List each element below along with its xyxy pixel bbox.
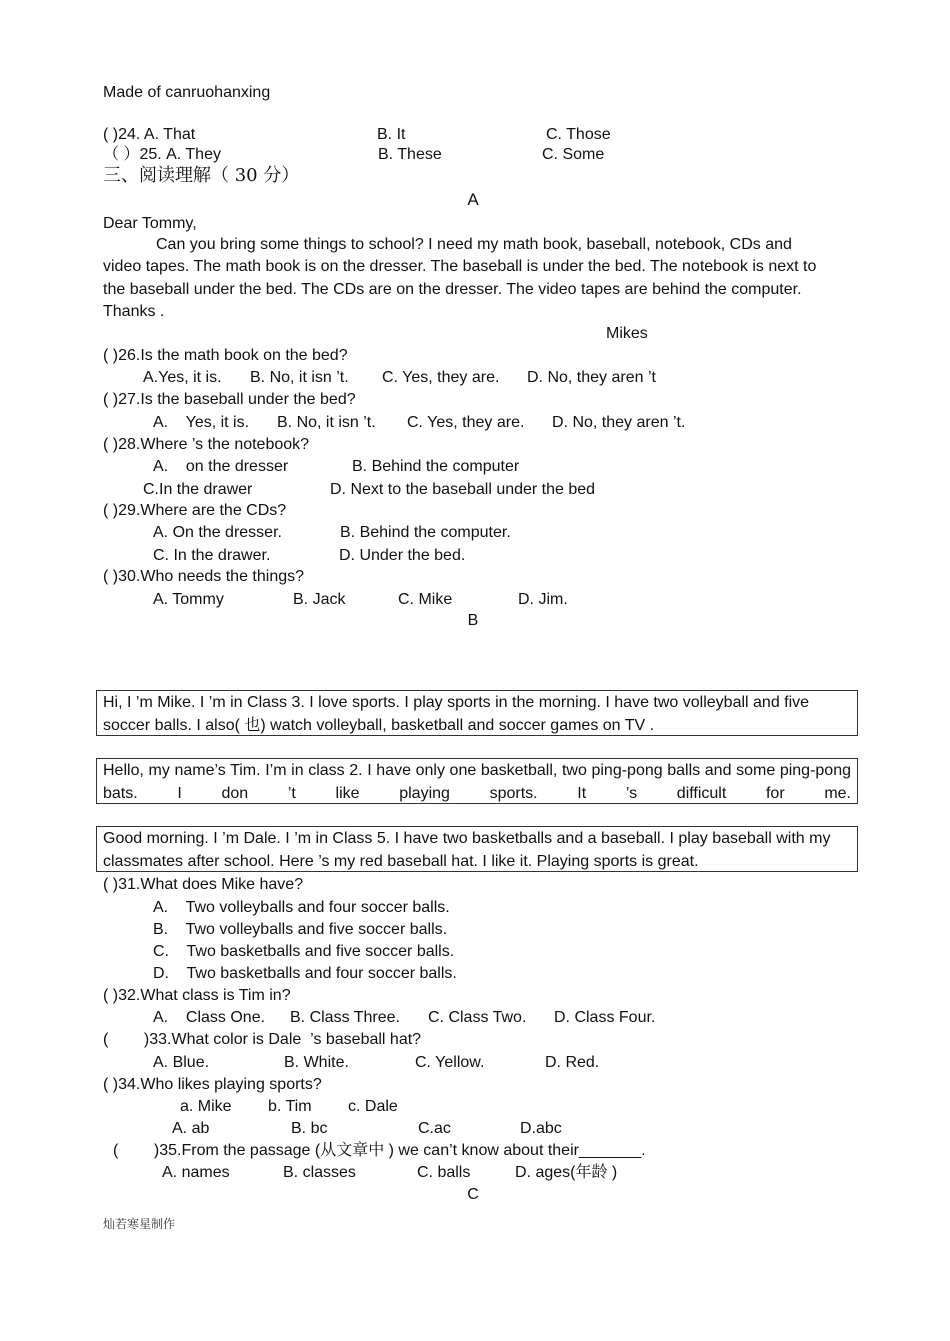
- q34-option-b: B. bc: [291, 1120, 328, 1137]
- part-c-label: C: [467, 1186, 479, 1203]
- q29-option-d: D. Under the bed.: [339, 547, 466, 564]
- q30-option-d: D. Jim.: [518, 591, 568, 608]
- q25-option-c: C. Some: [542, 146, 605, 163]
- q31-option-c: C. Two basketballs and five soccer balls.: [153, 943, 455, 960]
- q29-option-c: C. In the drawer.: [153, 547, 271, 564]
- q34-option-c: C.ac: [418, 1120, 451, 1137]
- q33-stem: ( )33.What color is Dale ’s baseball hat?: [103, 1031, 422, 1048]
- header-text: Made of canruohanxing: [103, 84, 271, 101]
- q29-option-b: B. Behind the computer.: [340, 524, 511, 541]
- q30-option-c: C. Mike: [398, 591, 453, 608]
- q32-stem: ( )32.What class is Tim in?: [103, 987, 291, 1004]
- q31-option-b: B. Two volleyballs and five soccer balls.: [153, 921, 448, 938]
- q28-option-a: A. on the dresser: [153, 458, 289, 475]
- q28-option-c: C.In the drawer: [143, 481, 253, 498]
- q29-stem: ( )29.Where are the CDs?: [103, 502, 287, 519]
- q25-stem: （ ）25. A. They: [103, 146, 221, 163]
- q27-option-c: C. Yes, they are.: [407, 414, 525, 431]
- q29-option-a: A. On the dresser.: [153, 524, 282, 541]
- q27-stem: ( )27.Is the baseball under the bed?: [103, 391, 356, 408]
- letter-body: Can you bring some things to school? I need my math book, baseball, notebook, CDs and video tapes. The math book is on the dresser. The baseball is under the bed. The notebook is next to the baseball under the bed. The CDs are on the dresser. The video tapes are behind the computer. Thanks .: [103, 236, 817, 320]
- q35-option-d: D. ages(年龄 ): [515, 1164, 618, 1181]
- q34-option-d: D.abc: [520, 1120, 562, 1137]
- q33-option-c: C. Yellow.: [415, 1054, 485, 1071]
- letter-signature: Mikes: [606, 325, 648, 342]
- q26-stem: ( )26.Is the math book on the bed?: [103, 347, 348, 364]
- q34-option-a: A. ab: [172, 1120, 210, 1137]
- q26-option-d: D. No, they aren ’t: [527, 369, 656, 386]
- q32-option-a: A. Class One.: [153, 1009, 266, 1026]
- q34-sub-c: c. Dale: [348, 1098, 398, 1115]
- q30-option-a: A. Tommy: [153, 591, 224, 608]
- q24-option-c: C. Those: [546, 126, 611, 143]
- q28-option-b: B. Behind the computer: [352, 458, 520, 475]
- q31-stem: ( )31.What does Mike have?: [103, 876, 304, 893]
- q26-option-a: A.Yes, it is.: [143, 369, 222, 386]
- q27-option-b: B. No, it isn ’t.: [277, 414, 376, 431]
- passage-box-tim: Hello, my name’s Tim. I’m in class 2. I have only one basketball, two ping-pong balls and some ping-pong bats. I don ’t like playing sports. It ’s difficult for me.: [96, 758, 858, 804]
- q26-option-b: B. No, it isn ’t.: [250, 369, 349, 386]
- q27-option-d: D. No, they aren ’t.: [552, 414, 686, 431]
- q30-stem: ( )30.Who needs the things?: [103, 568, 305, 585]
- q35-stem: ( )35.From the passage (从文章中 ) we can’t know about their_______.: [113, 1142, 646, 1159]
- q25-option-b: B. These: [378, 146, 442, 163]
- q35-option-c: C. balls: [417, 1164, 471, 1181]
- q28-stem: ( )28.Where ’s the notebook?: [103, 436, 310, 453]
- q30-option-b: B. Jack: [293, 591, 346, 608]
- q34-sub-b: b. Tim: [268, 1098, 312, 1115]
- q24-stem: ( )24. A. That: [103, 126, 196, 143]
- passage-box-mike: Hi, I ’m Mike. I ’m in Class 3. I love sports. I play sports in the morning. I have two volleyball and five soccer balls. I also( 也) watch volleyball, basketball and soccer games on TV .: [96, 690, 858, 736]
- q26-option-c: C. Yes, they are.: [382, 369, 500, 386]
- part-a-label: A: [467, 190, 479, 209]
- q34-sub-a: a. Mike: [180, 1098, 232, 1115]
- q24-option-b: B. It: [377, 126, 406, 143]
- section3-title: 三、阅读理解（ 30 分）: [103, 165, 300, 186]
- q31-option-d: D. Two basketballs and four soccer balls.: [153, 965, 457, 982]
- q32-option-d: D. Class Four.: [554, 1009, 656, 1026]
- letter-greeting: Dear Tommy,: [103, 215, 197, 232]
- q33-option-d: D. Red.: [545, 1054, 600, 1071]
- passage-box-dale: Good morning. I ’m Dale. I ’m in Class 5. I have two basketballs and a baseball. I play baseball with my classmates after school. Here ’s my red baseball hat. I like it. Playing sports is great.: [96, 826, 858, 872]
- footer-text: 灿若寒星制作: [103, 1217, 176, 1231]
- q33-option-b: B. White.: [284, 1054, 349, 1071]
- q32-option-c: C. Class Two.: [428, 1009, 527, 1026]
- part-b-label: B: [467, 612, 479, 629]
- q35-option-b: B. classes: [283, 1164, 356, 1181]
- q33-option-a: A. Blue.: [153, 1054, 210, 1071]
- q34-stem: ( )34.Who likes playing sports?: [103, 1076, 322, 1093]
- q32-option-b: B. Class Three.: [290, 1009, 400, 1026]
- q31-option-a: A. Two volleyballs and four soccer balls.: [153, 899, 450, 916]
- q28-option-d: D. Next to the baseball under the bed: [330, 481, 596, 498]
- q35-option-a: A. names: [162, 1164, 230, 1181]
- q27-option-a: A. Yes, it is.: [153, 414, 250, 431]
